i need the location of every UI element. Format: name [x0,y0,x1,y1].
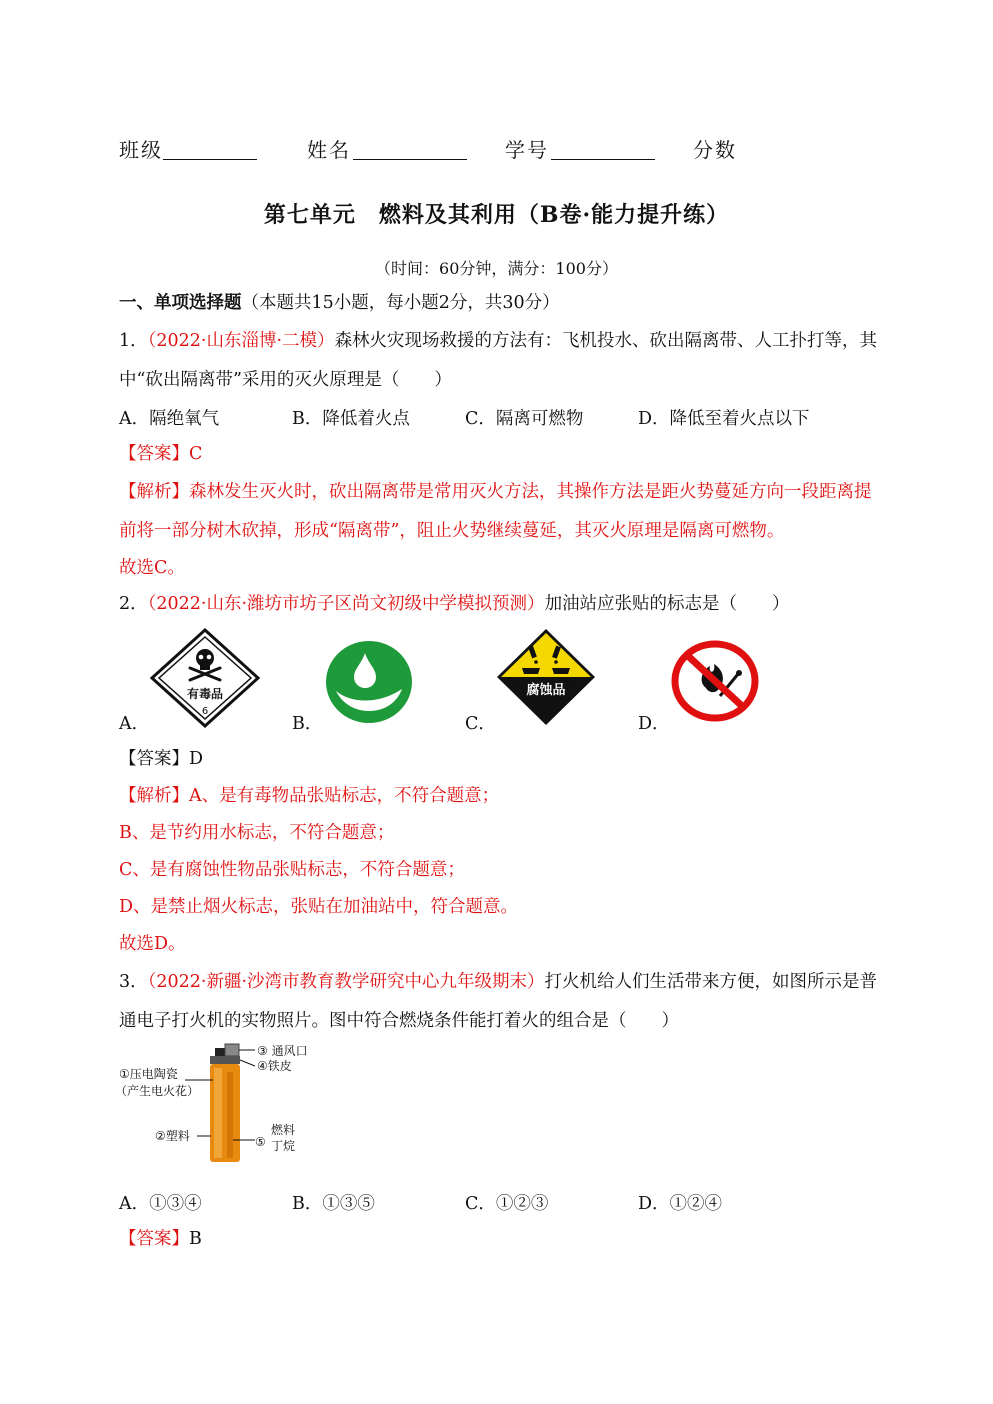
id-blank [551,159,655,160]
q1-option-c: C．隔离可燃物 [465,409,584,429]
section-heading [119,291,560,315]
q3-answer-label: 【答案】 [119,1229,189,1249]
toxic-sign-number: 6 [201,706,209,717]
section-title: 一、单项选择题 [119,293,242,313]
q2-analysis-line1 [119,784,499,808]
fig-label-butane: 丁烷 [271,1139,296,1153]
q1-option-d: D．降低至着火点以下 [638,409,810,429]
q3-line1 [119,970,877,994]
q1-analysis1: 森林发生灭火时，砍出隔离带是常用灭火方法，其操作方法是距火势蔓延方向一段距离提 [189,482,872,502]
q1-option-a: A．隔绝氧气 [119,409,220,429]
q1-answer [119,442,202,466]
q1-line2: 中“砍出隔离带”采用的灭火原理是（ ） [119,370,452,390]
fig-label-ceramic: ①压电陶瓷 [119,1067,178,1081]
lighter-figure [115,1042,335,1167]
q2-conclusion: 故选D。 [119,934,186,954]
q3-answer [119,1227,202,1251]
corrosive-sign-icon [496,628,596,726]
fig-label-five: ⑤ [255,1135,266,1149]
class-blank [163,159,257,160]
name-blank [353,159,467,160]
q3-line2: 通电子打火机的实物照片。图中符合燃烧条件能打着火的组合是（ ） [119,1011,679,1031]
q2-analysis-label: 【解析】 [119,786,189,806]
score-label: 分数 [693,138,737,162]
q1-analysis-line2: 前将一部分树木砍掉，形成“隔离带”，阻止火势继续蔓延，其灭火原理是隔离可燃物。 [119,521,785,541]
q2-answer-label: 【答案】 [119,749,189,769]
fig-label-iron: ④铁皮 [257,1059,292,1073]
q2-answer-value: D [189,749,204,769]
q2-option-a: A． [119,714,150,734]
page-subtitle: （时间：60分钟，满分：100分） [375,259,618,278]
toxic-sign-text: 有毒品 [186,687,224,701]
q3-text1: 打火机给人们生活带来方便，如图所示是普 [544,972,878,992]
q2-text: 加油站应张贴的标志是（ ） [544,594,790,614]
q1-number: 1． [119,331,148,351]
no-fire-sign-icon [668,638,762,724]
fig-label-fuel: 燃料 [271,1123,296,1137]
page-title: 第七单元 燃料及其利用（B卷·能力提升练） [263,202,730,228]
q3-number: 3． [119,972,148,992]
q2-analysis-line2: B、是节约用水标志，不符合题意； [119,823,395,843]
q2-option-c: C． [465,714,496,734]
q1-analysis-line1 [119,480,872,504]
q2-analysis-line4: D、是禁止烟火标志，张贴在加油站中，符合题意。 [119,897,519,917]
q3-option-a: A．①③④ [119,1194,202,1214]
water-saving-sign-icon [324,639,414,725]
q2-line1 [119,592,790,616]
q2-source: （2022·山东·潍坊市坊子区尚文初级中学模拟预测） [147,594,545,614]
q2-answer [119,747,203,771]
q2-analysis1: A、是有毒物品张贴标志，不符合题意； [189,786,500,806]
q1-source: （2022·山东淄博·二模） [147,331,335,351]
q3-answer-value: B [189,1229,202,1249]
q3-option-d: D．①②④ [638,1194,723,1214]
fig-label-vent: ③ 通风口 [257,1044,308,1058]
id-label: 学号 [505,138,549,162]
q1-option-b: B．降低着火点 [292,409,410,429]
q2-analysis-line3: C、是有腐蚀性物品张贴标志，不符合题意； [119,860,465,880]
fig-label-plastic: ②塑料 [155,1129,190,1143]
q1-line1 [119,329,877,353]
q2-option-b: B． [292,714,323,734]
q1-conclusion: 故选C。 [119,558,185,578]
q3-option-c: C．①②③ [465,1194,549,1214]
q2-option-d: D． [638,714,670,734]
student-info-row [119,134,879,164]
q1-analysis-label: 【解析】 [119,482,189,502]
toxic-sign-icon [150,628,260,728]
q3-source: （2022·新疆·沙湾市教育教学研究中心九年级期末） [147,972,545,992]
name-label: 姓名 [307,138,351,162]
q1-answer-label: 【答案】 [119,444,189,464]
section-note: （本题共15小题，每小题2分，共30分） [241,293,560,313]
class-label: 班级 [119,138,163,162]
corrosive-sign-text: 腐蚀品 [526,683,566,698]
q1-answer-value: C [189,444,203,464]
q3-option-b: B．①③⑤ [292,1194,375,1214]
fig-label-spark: （产生电火花） [115,1084,200,1098]
q1-text1: 森林火灾现场救援的方法有：飞机投水、砍出隔离带、人工扑打等，其 [334,331,878,351]
q2-number: 2． [119,594,148,614]
